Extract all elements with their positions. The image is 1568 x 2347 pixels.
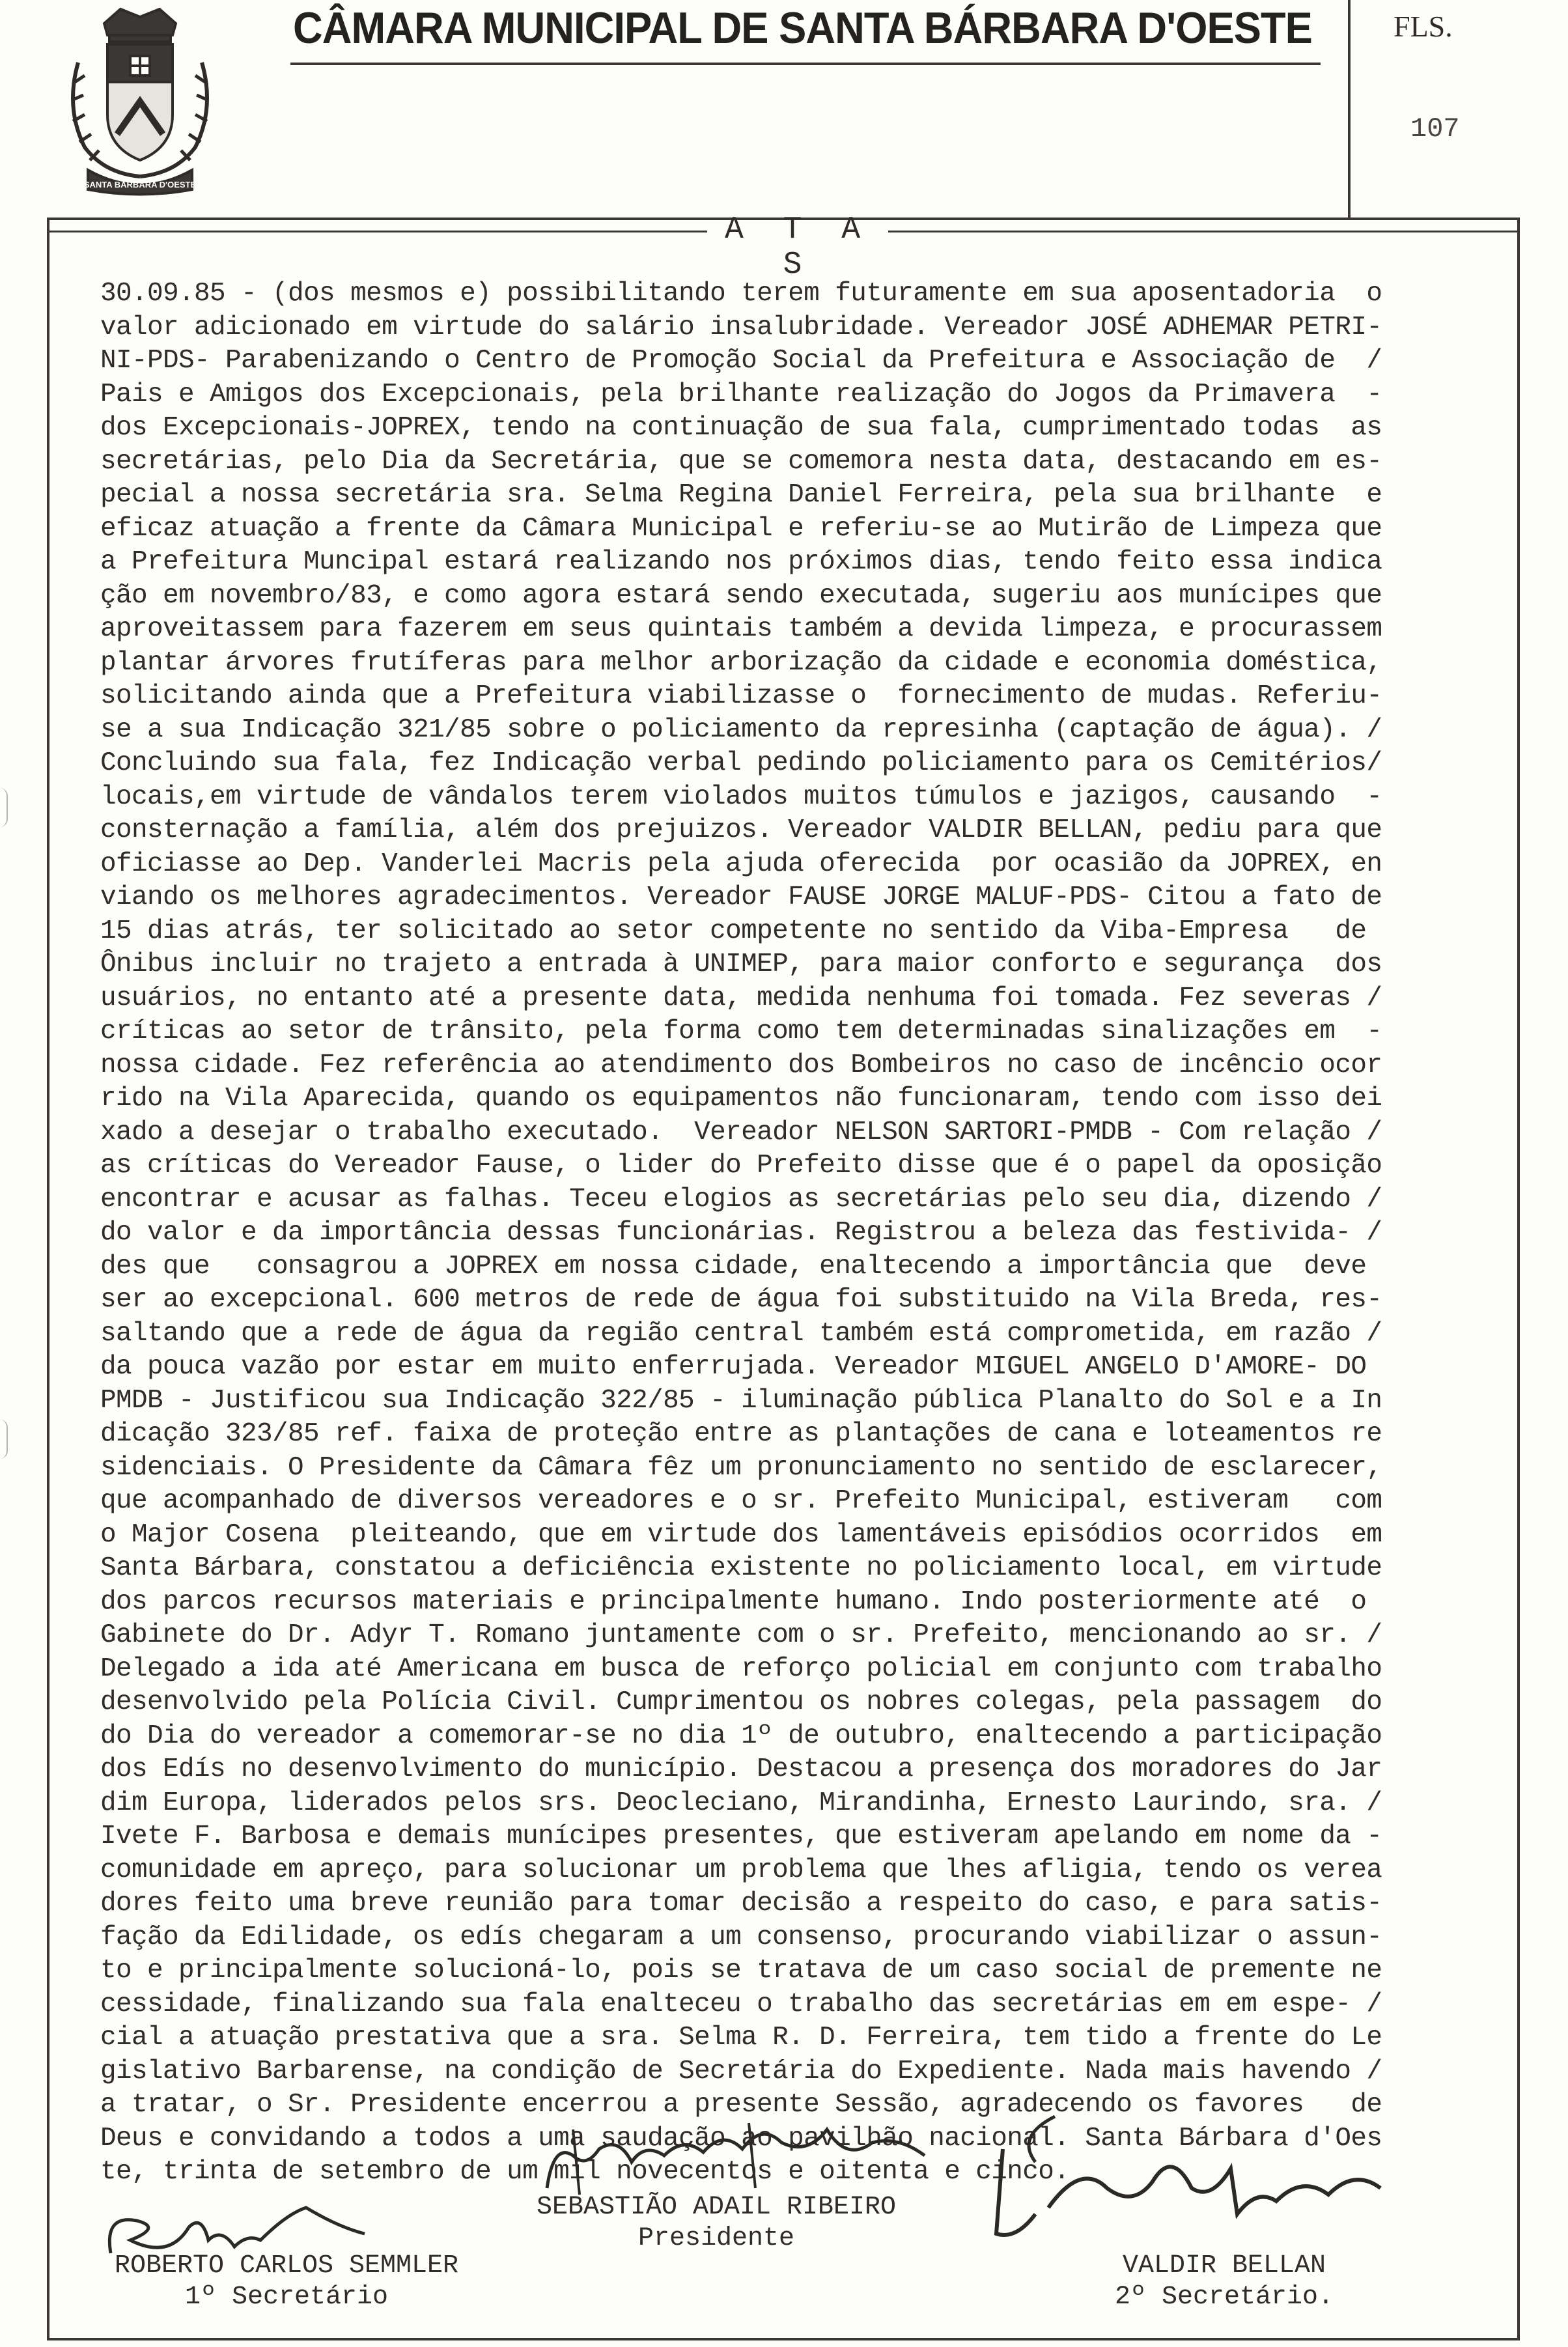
title-rule xyxy=(290,63,1321,65)
crest-motto: SANTA BARBARA D'OESTE xyxy=(83,180,197,190)
minutes-line: NI-PDS- Parabenizando o Centro de Promoção Social da Prefeitura e Associação de / xyxy=(100,346,1382,376)
minutes-line: nossa cidade. Fez referência ao atendimento dos Bombeiros no caso de incêncio ocor xyxy=(100,1050,1382,1080)
minutes-line: dicação 323/85 ref. faixa de proteção entre as plantações de cana e loteamentos re xyxy=(100,1419,1382,1449)
signatory-name: VALDIR BELLAN xyxy=(1122,2251,1326,2281)
signatory-role: 2º Secretário. xyxy=(1114,2283,1334,2312)
sheet-label: FLS. xyxy=(1393,10,1453,43)
minutes-line: comunidade em apreço, para solucionar um problema que lhes afligia, tendo os verea xyxy=(100,1855,1382,1885)
minutes-line: plantar árvores frutíferas para melhor arborização da cidade e economia doméstica, xyxy=(100,647,1382,678)
minutes-line: ção em novembro/83, e como agora estará sendo executada, sugeriu aos munícipes que xyxy=(100,580,1382,611)
signature-block-second-secretary xyxy=(1042,2251,1407,2313)
minutes-line: xado a desejar o trabalho executado. Vereador NELSON SARTORI-PMDB - Com relação / xyxy=(100,1117,1382,1147)
municipal-crest-logo xyxy=(59,4,221,199)
minutes-line: consternação a família, além dos prejuizos. Vereador VALDIR BELLAN, pediu para que xyxy=(100,815,1382,845)
minutes-line: locais,em virtude de vândalos terem violados muitos túmulos e jazigos, causando - xyxy=(100,781,1382,812)
minutes-line: dim Europa, liderados pelos srs. Deocleciano, Mirandinha, Ernesto Laurindo, sra. / xyxy=(100,1788,1382,1818)
minutes-line: saltando que a rede de água da região central também está comprometida, em razão / xyxy=(100,1318,1382,1349)
section-rule-right xyxy=(888,231,1520,232)
minutes-line: Santa Bárbara, constatou a deficiência existente no policiamento local, em virtude xyxy=(100,1553,1382,1583)
minutes-line: valor adicionado em virtude do salário insalubridade. Vereador JOSÉ ADHEMAR PETRI- xyxy=(100,312,1382,343)
minutes-line: do Dia do vereador a comemorar-se no dia 1º de outubro, enaltecendo a participação xyxy=(100,1721,1382,1751)
minutes-line: Ivete F. Barbosa e demais munícipes presentes, que estiveram apelando em nome da - xyxy=(100,1821,1382,1851)
minutes-body xyxy=(100,277,1468,2189)
signatory-role: 1º Secretário xyxy=(184,2283,389,2312)
minutes-line: as críticas do Vereador Fause, o lider do Prefeito disse que é o papel da oposição xyxy=(100,1151,1382,1181)
minutes-line: eficaz atuação a frente da Câmara Municipal e referiu-se ao Mutirão de Limpeza que xyxy=(100,513,1382,544)
minutes-line: secretárias, pelo Dia da Secretária, que se comemora nesta data, destacando em es- xyxy=(100,446,1382,477)
minutes-line: dos parcos recursos materiais e principalmente humano. Indo posteriormente até o xyxy=(100,1586,1367,1617)
minutes-line: dores feito uma breve reunião para tomar decisão a respeito do caso, e para satis- xyxy=(100,1889,1382,1918)
minutes-line: encontrar e acusar as falhas. Teceu elogios as secretárias pelo seu dia, dizendo / xyxy=(100,1184,1382,1215)
minutes-line: solicitando ainda que a Prefeitura viabilizasse o fornecimento de mudas. Referiu- xyxy=(100,681,1382,711)
binding-hole-mark xyxy=(0,1420,8,1459)
minutes-line: sidenciais. O Presidente da Câmara fêz um pronunciamento no sentido de esclarecer, xyxy=(100,1452,1382,1483)
signatory-role: Presidente xyxy=(637,2224,795,2253)
minutes-line: críticas ao setor de trânsito, pela forma como tem determinadas sinalizações em - xyxy=(100,1017,1382,1047)
sheet-number: 107 xyxy=(1410,113,1460,145)
minutes-line: PMDB - Justificou sua Indicação 322/85 - iluminação pública Planalto do Sol e a In xyxy=(100,1385,1382,1416)
minutes-line: a tratar, o Sr. Presidente encerrou a presente Sessão, agradecendo os favores de xyxy=(100,2090,1382,2120)
minutes-line: dos Excepcionais-JOPREX, tendo na continuação de sua fala, cumprimentado todas as xyxy=(100,413,1382,443)
minutes-line: Deus e convidando a todos a uma saudação ao pavilhão nacional. Santa Bárbara d'Oes xyxy=(100,2123,1382,2154)
minutes-line: rido na Vila Aparecida, quando os equipamentos não funcionaram, tendo com isso dei xyxy=(100,1084,1382,1114)
minutes-line: te, trinta de setembro de um mil novecentos e oitenta e cinco. xyxy=(100,2157,1070,2187)
minutes-line: dos Edís no desenvolvimento do município. Destacou a presença dos moradores do Jar xyxy=(100,1754,1382,1784)
minutes-line: cial a atuação prestativa que a sra. Selma R. D. Ferreira, tem tido a frente do Le xyxy=(100,2023,1382,2053)
minutes-line: cessidade, finalizando sua fala enalteceu o trabalho das secretárias em em espe- / xyxy=(100,1989,1382,2019)
minutes-line: Concluindo sua fala, fez Indicação verbal pedindo policiamento para os Cemitérios/ xyxy=(100,748,1382,778)
signatory-name: ROBERTO CARLOS SEMMLER xyxy=(114,2251,459,2281)
minutes-line: gislativo Barbarense, na condição de Secretária do Expediente. Nada mais havendo / xyxy=(100,2056,1382,2087)
section-title: A T A S xyxy=(724,212,871,283)
minutes-line: o Major Cosena pleiteando, que em virtude dos lamentáveis episódios ocorridos em xyxy=(100,1519,1382,1550)
minutes-line: 15 dias atrás, ter solicitado ao setor competente no sentido da Viba-Empresa de xyxy=(100,916,1367,946)
minutes-line: Gabinete do Dr. Adyr T. Romano juntamente com o sr. Prefeito, mencionando ao sr. / xyxy=(100,1620,1382,1650)
minutes-line: fação da Edilidade, os edís chegaram a um consenso, procurando viabilizar o assun- xyxy=(100,1922,1382,1952)
section-rule-left xyxy=(49,231,707,232)
minutes-line: Delegado a ida até Americana em busca de reforço policial em conjunto com trabalho xyxy=(100,1653,1382,1684)
minutes-line: 30.09.85 - (dos mesmos e) possibilitando terem futuramente em sua aposentadoria o xyxy=(100,279,1382,309)
minutes-line: da pouca vazão por estar em muito enferrujada. Vereador MIGUEL ANGELO D'AMORE- DO xyxy=(100,1352,1367,1382)
minutes-line: a Prefeitura Muncipal estará realizando nos próximos dias, tendo feito essa indica xyxy=(100,547,1382,577)
minutes-line: viando os melhores agradecimentos. Vereador FAUSE JORGE MALUF-PDS- Citou a fato de xyxy=(100,882,1382,912)
signatory-name: SEBASTIÃO ADAIL RIBEIRO xyxy=(536,2193,897,2222)
signature-block-president xyxy=(521,2192,912,2255)
sheet-number-box xyxy=(1348,0,1568,218)
minutes-line: que acompanhado de diversos vereadores e o sr. Prefeito Municipal, estiveram com xyxy=(100,1486,1382,1516)
signature-block-first-secretary xyxy=(91,2251,482,2313)
minutes-line: pecial a nossa secretária sra. Selma Regina Daniel Ferreira, pela sua brilhante e xyxy=(100,480,1382,510)
minutes-line: des que consagrou a JOPREX em nossa cidade, enaltecendo a importância que deve xyxy=(100,1251,1367,1282)
minutes-line: do valor e da importância dessas funcionárias. Registrou a beleza das festivida- / xyxy=(100,1218,1382,1248)
minutes-line: usuários, no entanto até a presente data, medida nenhuma foi tomada. Fez severas / xyxy=(100,983,1382,1013)
minutes-line: Ônibus incluir no trajeto a entrada à UNIMEP, para maior conforto e segurança dos xyxy=(100,949,1382,979)
minutes-line: oficiasse ao Dep. Vanderlei Macris pela ajuda oferecida por ocasião da JOPREX, en xyxy=(100,849,1382,879)
chamber-name: CÂMARA MUNICIPAL DE SANTA BÁRBARA D'OESTE xyxy=(293,3,1312,53)
minutes-line: aproveitassem para fazerem em seus quintais também a devida limpeza, e procurassem xyxy=(100,614,1382,644)
minutes-line: ser ao excepcional. 600 metros de rede de água foi substituido na Vila Breda, res- xyxy=(100,1285,1382,1315)
minutes-line: Pais e Amigos dos Excepcionais, pela brilhante realização do Jogos da Primavera - xyxy=(100,379,1382,410)
minutes-line: to e principalmente solucioná-lo, pois se tratava de um caso social de premente ne xyxy=(100,1956,1382,1986)
minutes-line: se a sua Indicação 321/85 sobre o policiamento da represinha (captação de água). / xyxy=(100,714,1382,745)
binding-hole-mark xyxy=(0,788,8,827)
minutes-line: desenvolvido pela Polícia Civil. Cumprimentou os nobres colegas, pela passagem do xyxy=(100,1687,1382,1717)
